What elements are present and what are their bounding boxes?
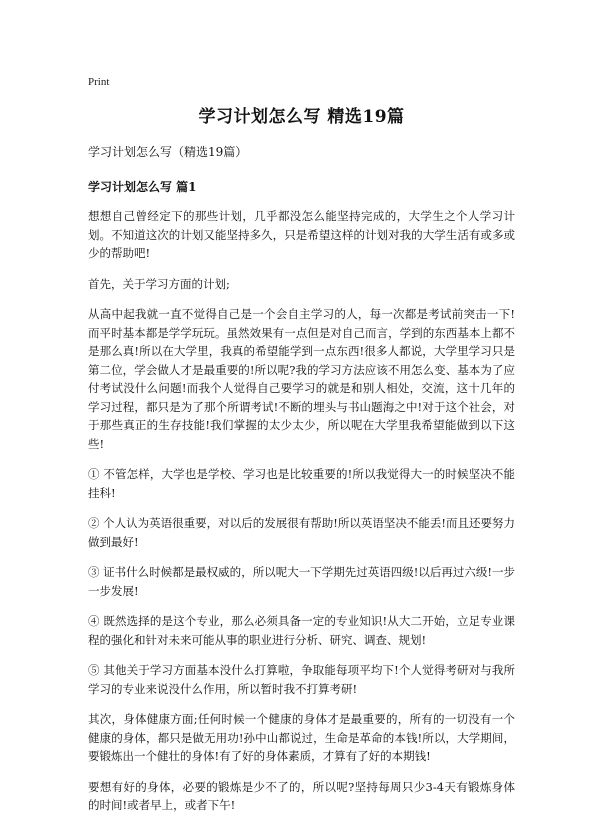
paragraph-study-background: 从高中起我就一直不觉得自己是一个会自主学习的人，每一次都是考试前突击一下!而平时基本都是学学玩玩。虽然效果有一点但是对自己而言，学到的东西基本上都不是那么真!所以在大学里，我真的希望能学到一点东西!很多人都说，大学里学习只是第二位，学会做人才是最重要的!所以呢?我的学习方法应该不用怎么变、基本为了应付考试没什么问题!而我个人觉得自己要学习的就是和别人相处，交流，这十几年的学习过程，都只是为了那个所谓考试!不断的埋头与书山题海之中!对于这个社会，对于那些真正的生存技能!我们掌握的太少太少，所以呢在大学里我希望能做到以下这些!: [88, 307, 515, 451]
document-title: 学习计划怎么写 精选19篇: [198, 107, 405, 127]
paragraph-health: 其次，身体健康方面;任何时候一个健康的身体才是最重要的，所有的一切没有一个健康的身体，都只是做无用功!孙中山都说过，生命是革命的本钱!所以，大学期间，要锻炼出一个健壮的身体!有了好的身体素质，才算有了好的本期钱!: [88, 712, 515, 763]
paragraph-goal-1: ① 不管怎样，大学也是学校、学习也是比较重要的!所以我觉得大一的时候坚决不能挂科!: [88, 467, 515, 500]
section-heading: 学习计划怎么写 篇1: [88, 180, 197, 194]
document-subtitle: 学习计划怎么写（精选19篇）: [88, 145, 248, 159]
paragraph-exercise: 要想有好的身体，必要的锻炼是少不了的，所以呢?坚持每周只少3-4天有锻炼身体的时间!或者早上，或者下午!: [88, 779, 515, 812]
paragraph-goal-3: ③ 证书什么时候都是最权威的，所以呢大一下学期先过英语四级!以后再过六级!一步一步发展!: [88, 565, 515, 598]
paragraph-goal-5: ⑤ 其他关于学习方面基本没什么打算啦，争取能每项平均下!个人觉得考研对与我所学习的专业来说没什么作用，所以暂时我不打算考研!: [88, 663, 515, 696]
paragraph-study-plan-heading: 首先，关于学习方面的计划;: [88, 276, 230, 291]
paragraph-goal-2: ② 个人认为英语很重要，对以后的发展很有帮助!所以英语坚决不能丢!而且还要努力做到最好!: [88, 516, 515, 549]
paragraph-goal-4: ④ 既然选择的是这个专业，那么必须具备一定的专业知识!从大二开始，立足专业课程的强化和针对未来可能从事的职业进行分析、研究、调查、规划!: [88, 614, 515, 647]
paragraph-intro: 想想自己曾经定下的那些计划，几乎都没怎么能坚持完成的，大学生之个人学习计划。不知道这次的计划又能坚持多久，只是希望这样的计划对我的大学生活有或多或少的帮助吧!: [88, 209, 515, 260]
print-link[interactable]: Print: [88, 76, 110, 88]
